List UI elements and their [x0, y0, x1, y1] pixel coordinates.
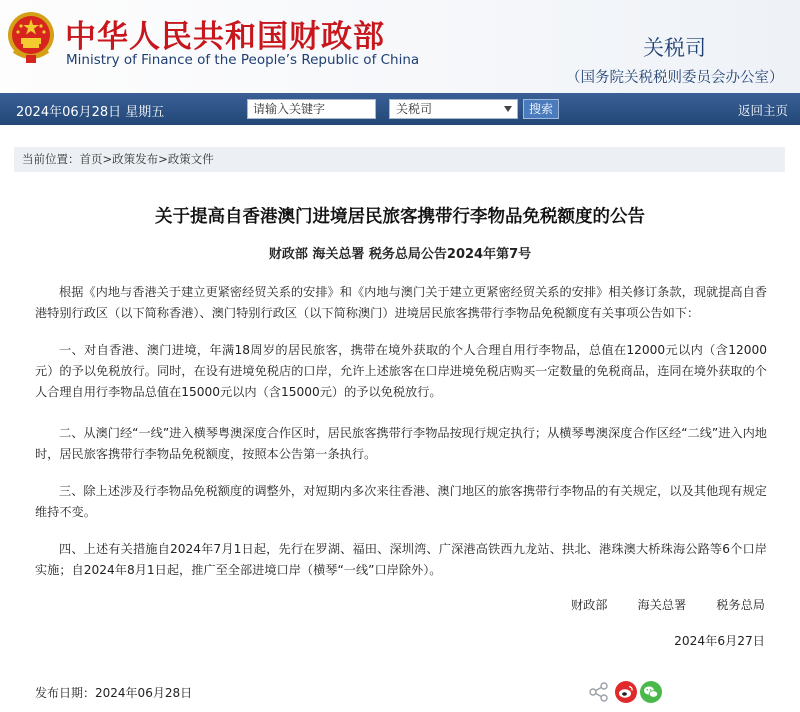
signer-tax: 税务总局 [716, 598, 765, 612]
department-select-value: 关税司 [396, 102, 433, 116]
breadcrumb-item-policy[interactable]: 政策发布 [112, 152, 159, 166]
signer-mof: 财政部 [570, 598, 608, 612]
department-subtitle: （国务院关税税则委员会办公室） [566, 70, 784, 86]
article-title: 关于提高自香港澳门进境居民旅客携带行李物品免税额度的公告 [155, 207, 645, 227]
article-paragraph: 二、从澳门经“一线”进入横琴粤澳深度合作区时，居民旅客携带行李物品按现行规定执行；从横琴粤澳深度合作区经“二线”进入内地时，居民旅客携带行李物品免税额度，按照本公告第一条执行。 [35, 426, 767, 461]
signer-customs: 海关总署 [637, 598, 687, 612]
breadcrumb-item-documents[interactable]: 政策文件 [167, 152, 214, 166]
article-paragraph: 三、除上述涉及行李物品免税额度的调整外，对短期内多次来往香港、澳门地区的旅客携带行李物品的有关规定，以及其他现有规定维持不变。 [35, 484, 767, 519]
national-emblem-icon [6, 9, 56, 65]
signatories [541, 596, 765, 613]
chevron-down-icon [504, 106, 512, 112]
breadcrumb-item-home[interactable]: 首页 [79, 152, 103, 166]
ministry-cn-title: 中华人民共和国财政部 [65, 19, 385, 55]
breadcrumb-label: 当前位置： [22, 152, 80, 166]
article-paragraph: 四、上述有关措施自2024年7月1日起，先行在罗湖、福田、深圳湾、广深港高铁西九龙站、拱北、港珠澳大桥珠海公路等6个口岸实施；自2024年8月1日起，推广至全部进境口岸（横琴“一线”口岸除外）。 [35, 542, 767, 577]
article-paragraph: 根据《内地与香港关于建立更紧密经贸关系的安排》和《内地与澳门关于建立更紧密经贸关系的安排》相关修订条款，现就提高自香港特别行政区（以下简称香港）、澳门特别行政区（以下简称澳门）进境居民旅客携带行李物品免税额度有关事项公告如下： [35, 285, 767, 320]
document-number: 财政部 海关总署 税务总局公告2024年第7号 [268, 247, 532, 262]
article-footer [0, 674, 800, 712]
current-date: 2024年06月28日 星期五 [16, 105, 165, 120]
publish-date [35, 684, 192, 701]
signing-date: 2024年6月27日 [674, 634, 765, 648]
breadcrumb-separator: > [102, 152, 113, 166]
department-name: 关税司 [643, 36, 706, 60]
article-paragraph: 一、对自香港、澳门进境，年满18周岁的居民旅客，携带在境外获取的个人合理自用行李物品，总值在12000元以内（含12000元）的予以免税放行。同时，在设有进境免税店的口岸，允许上述旅客在口岸进境免税店购买一定数量的免税商品，连同在境外获取的个人合理自用行李物品总值在15000元以内（含15000元）的予以免税放行。 [35, 343, 767, 399]
wechat-icon[interactable] [640, 681, 662, 703]
breadcrumb-separator: > [158, 152, 168, 166]
home-link[interactable]: 返回主页 [738, 103, 789, 118]
ministry-en-title: Ministry of Finance of the People’s Republic of China [66, 52, 420, 68]
search-button[interactable]: 搜索 [523, 99, 559, 119]
publish-date-value: 2024年06月28日 [95, 686, 193, 700]
breadcrumb [14, 147, 785, 172]
weibo-icon[interactable] [615, 681, 637, 703]
department-select[interactable] [389, 99, 518, 119]
search-input[interactable]: 请输入关键字 [247, 99, 376, 119]
share-icon[interactable] [588, 681, 610, 703]
site-header [0, 0, 800, 93]
publish-date-label: 发布日期： [35, 686, 96, 700]
top-nav-bar [0, 93, 800, 125]
